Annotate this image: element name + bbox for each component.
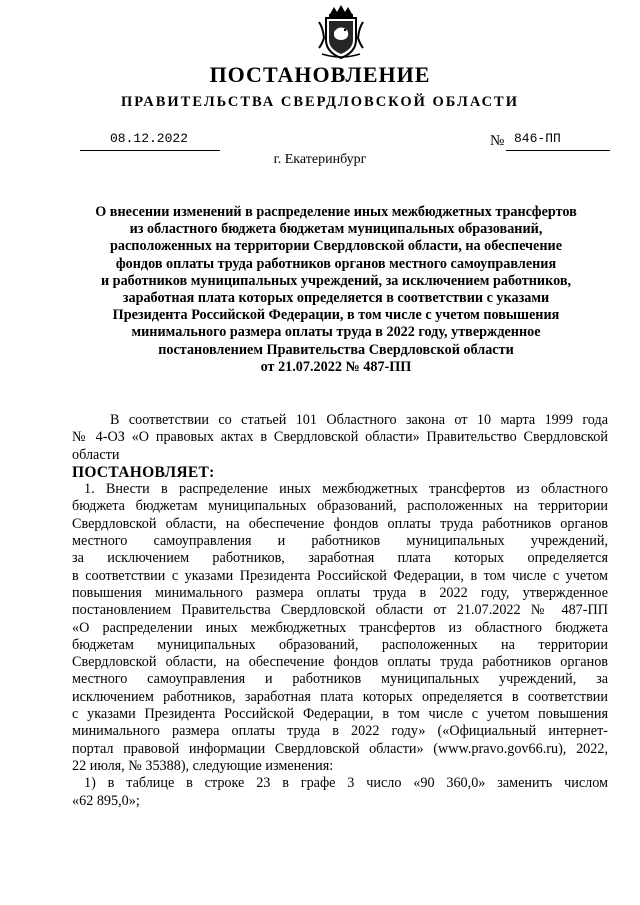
item-1-line: портал правовой информации Свердловской области» (www.pravo.gov66.ru), 2022, bbox=[72, 740, 608, 757]
item-1-line: Свердловской области, на обеспечение фондов оплаты труда работников органов bbox=[72, 515, 608, 532]
item-1-line: Свердловской области, на обеспечение фондов оплаты труда работников органов bbox=[72, 654, 608, 671]
preamble-line: области bbox=[72, 446, 120, 463]
preamble-line: В соответствии со статьей 101 Областного закона от 10 марта 1999 года bbox=[110, 412, 608, 428]
title-line: от 21.07.2022 № 487-ПП bbox=[260, 358, 412, 375]
resolves-keyword: ПОСТАНОВЛЯЕТ: bbox=[72, 463, 215, 481]
document-type: ПОСТАНОВЛЕНИЕ bbox=[209, 62, 431, 87]
number-label: № bbox=[490, 133, 505, 149]
item-1-line: повышения минимального размера оплаты труда в 2022 году, утвержденное bbox=[72, 584, 608, 601]
preamble-line: № 4-ОЗ «О правовых актах в Свердловской области» Правительство Свердловской bbox=[72, 429, 608, 446]
item-1-line: местного самоуправления и работников муниципальных учреждений, за bbox=[72, 671, 608, 688]
document-title bbox=[70, 204, 602, 376]
title-line: О внесении изменений в распределение иных межбюджетных трансфертов bbox=[95, 204, 577, 220]
title-line: минимального размера оплаты труда в 2022 году, утвержденное bbox=[131, 324, 541, 341]
item-1-line: исключением работников, заработная плата которых определяется в соответствии bbox=[72, 688, 608, 705]
item-1-line: местного самоуправления и работников муниципальных учреждений, bbox=[72, 533, 608, 550]
title-line: расположенных на территории Свердловской области, на обеспечение bbox=[109, 238, 562, 255]
item-1-line: «О распределении иных межбюджетных трансфертов из областного бюджета bbox=[72, 619, 608, 636]
item-1-line: 22 июля, № 35388), следующие изменения: bbox=[72, 757, 334, 774]
item-1-line: бюджетам муниципальных образований, расположенных на территории bbox=[72, 636, 608, 653]
item-1-line: бюджета бюджетам муниципальных образований, расположенных на территории bbox=[72, 498, 608, 515]
item-1-line: за исключением работников, заработная плата которых определяется bbox=[72, 550, 608, 567]
item-1-line: в соответствии с указами Президента Российской Федерации, в том числе с учетом bbox=[72, 567, 608, 584]
title-line: Президента Российской Федерации, в том числе с учетом повышения bbox=[112, 307, 560, 324]
document-number: 846-ПП bbox=[514, 131, 561, 146]
document-body bbox=[72, 412, 608, 810]
title-line: заработная плата которых определяется в соответствии с указами bbox=[122, 290, 550, 307]
title-line: из областного бюджета бюджетам муниципальных образований, bbox=[129, 221, 543, 238]
item-1-line: с указами Президента Российской Федерации, в том числе с учетом повышения bbox=[72, 706, 608, 723]
title-line: фондов оплаты труда работников органов местного самоуправления bbox=[115, 255, 557, 272]
title-line: постановлением Правительства Свердловской области bbox=[158, 341, 514, 358]
subitem-1-line: 1) в таблице в строке 23 в графе 3 число «90 360,0» заменить числом bbox=[84, 775, 608, 792]
item-1-line: 1. Внести в распределение иных межбюджетных трансфертов из областного bbox=[84, 481, 608, 498]
item-1-line: постановлением Правительства Свердловской области от 21.07.2022 № 487-ПП bbox=[72, 602, 608, 619]
issuing-authority: ПРАВИТЕЛЬСТВА СВЕРДЛОВСКОЙ ОБЛАСТИ bbox=[120, 94, 520, 110]
item-1-line: минимального размера оплаты труда в 2022 году» («Официальный интернет- bbox=[72, 723, 608, 740]
title-line: и работников муниципальных учреждений, за исключением работников, bbox=[100, 272, 572, 289]
coat-of-arms-icon bbox=[316, 4, 366, 60]
subitem-1-line: «62 895,0»; bbox=[72, 792, 140, 809]
city: г. Екатеринбург bbox=[273, 152, 367, 167]
document-date: 08.12.2022 bbox=[110, 131, 189, 146]
